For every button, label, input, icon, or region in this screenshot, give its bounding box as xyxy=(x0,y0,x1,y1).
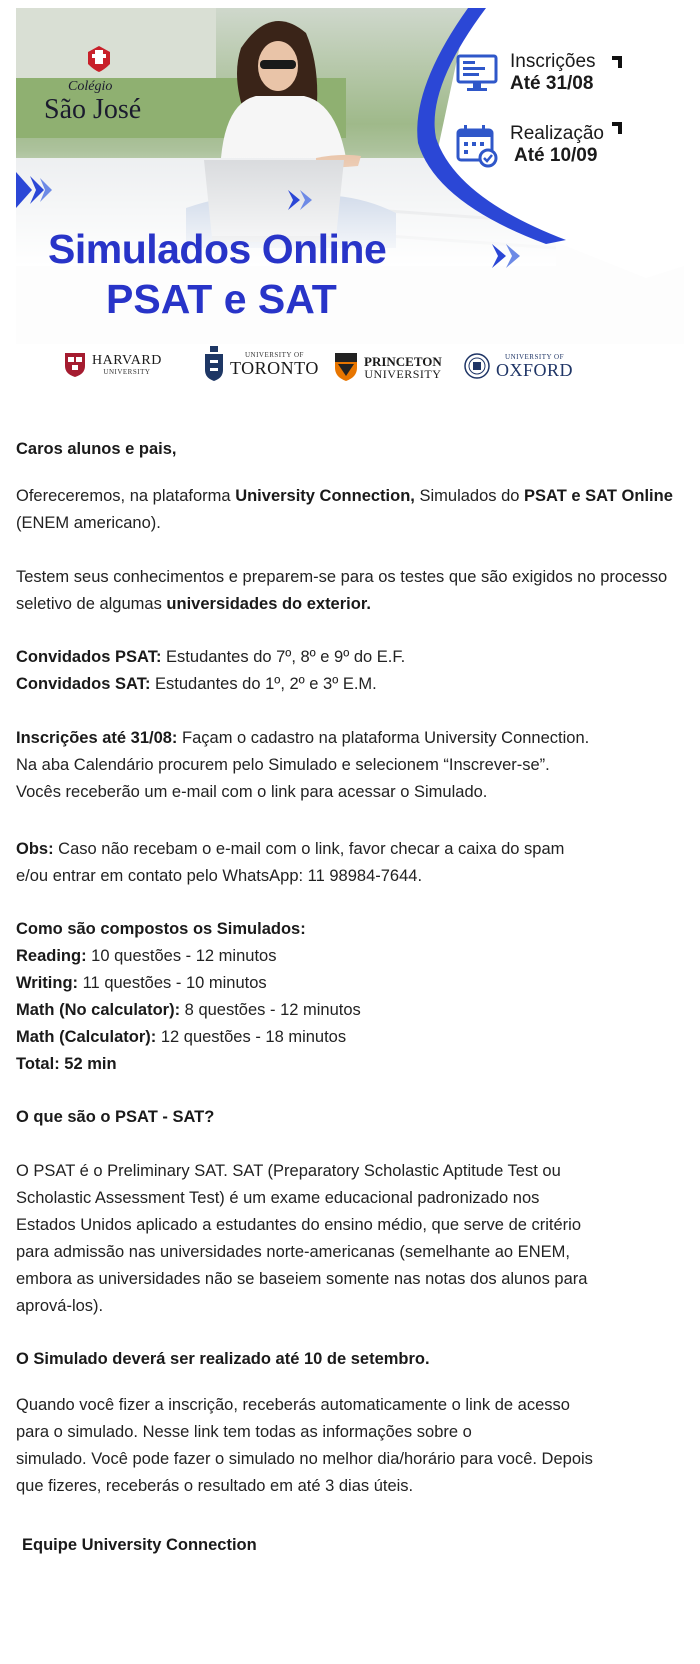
princeton-logo xyxy=(334,352,442,382)
final-paragraph xyxy=(16,1392,684,1500)
what-line: embora as universidades não se baseiem somente nas notas dos alunos para xyxy=(16,1270,588,1288)
obs-line: Caso não recebam o e-mail com o link, favor checar a caixa do spam xyxy=(53,840,565,858)
banner-title-line2: PSAT e SAT xyxy=(106,276,337,322)
harvard-shield-icon xyxy=(64,352,86,378)
what-line: O PSAT é o Preliminary SAT. SAT (Preparatory Scholastic Aptitude Test ou xyxy=(16,1162,561,1180)
invited-psat xyxy=(16,644,684,671)
final-line: que fizeres, receberás o resultado em até 3 dias úteis. xyxy=(16,1477,414,1495)
obs-paragraph xyxy=(16,836,684,890)
harvard-sub: UNIVERSITY xyxy=(103,368,151,376)
registration-label: Inscrições até 31/08: xyxy=(16,729,178,747)
intro-platform: University Connection, xyxy=(235,487,415,505)
what-line: Scholastic Assessment Test) é um exame educacional padronizado nos xyxy=(16,1189,540,1207)
signature: Equipe University Connection xyxy=(22,1536,257,1554)
double-chevron-icon xyxy=(16,172,56,208)
registration-line: Façam o cadastro na plataforma University Connection. xyxy=(177,729,590,747)
toronto-crest-icon xyxy=(204,346,224,382)
harvard-name: HARVARD xyxy=(92,353,162,368)
obs-label: Obs: xyxy=(16,840,54,858)
intro-paragraph xyxy=(16,483,676,537)
composition-item-label: Reading: xyxy=(16,947,87,965)
oxford-logo xyxy=(464,350,573,382)
invited-sat-text: Estudantes do 1º, 2º e 3º E.M. xyxy=(150,675,377,693)
intro-text: (ENEM americano). xyxy=(16,514,161,532)
toronto-name: TORONTO xyxy=(230,358,319,378)
registration-label: Inscrições xyxy=(510,51,596,72)
test-paragraph xyxy=(16,564,684,618)
test-text: Testem seus conhecimentos e preparem-se para os testes que são exigidos no processo seletivo de algumas xyxy=(16,568,668,613)
composition-item-label: Math (No calculator): xyxy=(16,1001,181,1019)
corner-mark-icon xyxy=(612,122,622,134)
what-heading: O que são o PSAT - SAT? xyxy=(16,1108,215,1126)
composition-item xyxy=(16,997,684,1024)
composition-item-text: 12 questões - 18 minutos xyxy=(156,1028,347,1046)
intro-exam: PSAT e SAT Online xyxy=(524,487,673,505)
invited-sat-label: Convidados SAT: xyxy=(16,675,151,693)
registration-paragraph xyxy=(16,725,684,806)
invited-psat-label: Convidados PSAT: xyxy=(16,648,162,666)
final-line: Quando você fizer a inscrição, receberás automaticamente o link de acesso xyxy=(16,1396,570,1414)
double-chevron-icon xyxy=(492,244,528,268)
composition-item xyxy=(16,1024,684,1051)
composition-item-text: 10 questões - 12 minutos xyxy=(86,947,277,965)
composition-total: Total: 52 min xyxy=(16,1055,117,1073)
what-line: Estados Unidos aplicado a estudantes do ensino médio, que serve de critério xyxy=(16,1216,582,1234)
exam-date: Até 10/09 xyxy=(514,145,598,166)
svg-text:São José: São José xyxy=(44,94,142,125)
composition-item-text: 11 questões - 10 minutos xyxy=(78,974,267,992)
calendar-check-icon xyxy=(454,122,500,168)
obs-line: e/ou entrar em contato pelo WhatsApp: 11 98984-7644. xyxy=(16,867,423,885)
intro-text: Ofereceremos, na plataforma xyxy=(16,487,236,505)
harvard-logo xyxy=(64,352,162,378)
corner-mark-icon xyxy=(612,56,622,68)
double-chevron-icon xyxy=(288,190,318,210)
composition-item-label: Writing: xyxy=(16,974,79,992)
header-banner xyxy=(16,8,684,344)
svg-text:Colégio: Colégio xyxy=(68,79,113,94)
registration-date: Até 31/08 xyxy=(510,73,594,94)
registration-line: Na aba Calendário procurem pelo Simulado e selecionem “Inscrever-se”. xyxy=(16,756,550,774)
oxford-name: OXFORD xyxy=(496,360,574,380)
composition-item-text: 8 questões - 12 minutos xyxy=(180,1001,361,1019)
test-emphasis: universidades do exterior. xyxy=(166,595,371,613)
university-logos xyxy=(0,352,700,402)
final-line: simulado. Você pode fazer o simulado no melhor dia/horário para você. Depois xyxy=(16,1450,593,1468)
intro-text: Simulados do xyxy=(414,487,525,505)
invited-psat-text: Estudantes do 7º, 8º e 9º do E.F. xyxy=(161,648,406,666)
oxford-crest-icon xyxy=(464,350,490,382)
toronto-logo xyxy=(204,346,319,382)
banner-title-line1: Simulados Online xyxy=(48,226,387,272)
final-line: para o simulado. Nesse link tem todas as informações sobre o xyxy=(16,1423,472,1441)
composition-item-label: Math (Calculator): xyxy=(16,1028,157,1046)
composition-heading: Como são compostos os Simulados: xyxy=(16,920,306,938)
deadline-heading: O Simulado deverá ser realizado até 10 de setembro. xyxy=(16,1350,430,1368)
exam-info xyxy=(454,122,604,168)
what-paragraph xyxy=(16,1158,684,1320)
exam-label: Realização xyxy=(510,123,604,144)
princeton-sub: UNIVERSITY xyxy=(364,366,442,381)
school-logo xyxy=(44,38,154,128)
registration-line: Vocês receberão um e-mail com o link para acessar o Simulado. xyxy=(16,783,488,801)
computer-form-icon xyxy=(454,50,500,96)
princeton-name: PRINCETON xyxy=(364,353,442,369)
invited-sat xyxy=(16,671,684,698)
greeting: Caros alunos e pais, xyxy=(16,440,177,458)
registration-info xyxy=(454,50,596,96)
princeton-shield-icon xyxy=(334,352,358,382)
composition-item xyxy=(16,943,684,970)
what-line: aprová-los). xyxy=(16,1297,104,1315)
composition-section xyxy=(16,916,684,1078)
toronto-sub: UNIVERSITY OF xyxy=(244,351,304,359)
oxford-sub: UNIVERSITY OF xyxy=(505,353,564,361)
composition-item xyxy=(16,970,684,997)
what-line: para admissão nas universidades norte-americanas (semelhante ao ENEM, xyxy=(16,1243,570,1261)
